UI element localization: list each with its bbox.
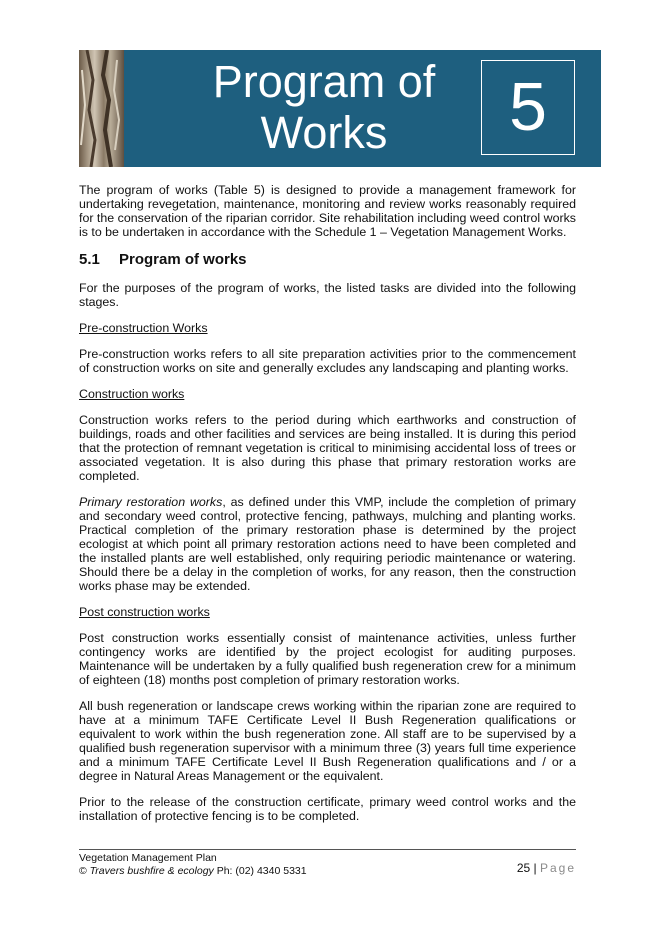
- intro-paragraph: The program of works (Table 5) is designed to provide a management framework for undertaking revegetation, maintenance, monitoring and review works reasonably required for the conservation of the riparian corridor. Site rehabilitation including weed control works is to be undertaken in accordance with the Schedule 1 – Vegetation Management Works.: [79, 183, 576, 239]
- primary-restoration-paragraph: [79, 495, 576, 593]
- page-content: [79, 183, 576, 823]
- post-construction-paragraph-1: Post construction works essentially consist of maintenance activities, unless further contingency works are identified by the project ecologist for auditing purposes. Maintenance will be undertaken by a fully qualified bush regeneration crew for a minimum of eighteen (18) months post completion of primary restoration works.: [79, 631, 576, 687]
- footer-divider: [79, 849, 576, 850]
- stages-intro-paragraph: For the purposes of the program of works, the listed tasks are divided into the following stages.: [79, 281, 576, 309]
- section-heading: [79, 251, 576, 269]
- page-number-value: 25: [516, 861, 531, 875]
- chapter-banner: [79, 50, 601, 167]
- footer-document-title: Vegetation Management Plan: [79, 852, 217, 864]
- construction-heading: Construction works: [79, 387, 185, 401]
- pre-construction-heading: Pre-construction Works: [79, 321, 208, 335]
- chapter-number: 5: [481, 60, 575, 155]
- footer-company: Travers bushfire & ecology: [89, 865, 214, 877]
- bark-photo: [79, 50, 124, 167]
- primary-restoration-term: Primary restoration works: [79, 495, 223, 509]
- copyright-symbol: ©: [79, 865, 87, 877]
- post-construction-paragraph-2: All bush regeneration or landscape crews working within the riparian zone are required to have at a minimum TAFE Certificate Level II Bush Regeneration qualifications or equivalent to work within the bush regeneration zone. All staff are to be supervised by a qualified bush regeneration supervisor with a minimum three (3) years full time experience and a minimum TAFE Certificate Level II Bush Regeneration qualifications and / or a degree in Natural Areas Management or the equivalent.: [79, 699, 576, 783]
- construction-paragraph: Construction works refers to the period during which earthworks and construction of buildings, roads and other facilities and services are being installed. It is during this period that the protection of remnant vegetation is critical to minimising accidental loss of trees or associated vegetation. It is also during this phase that primary restoration works are completed.: [79, 413, 576, 483]
- post-construction-paragraph-3: Prior to the release of the construction certificate, primary weed control works and the installation of protective fencing is to be completed.: [79, 795, 576, 823]
- page-label: Page: [539, 861, 576, 875]
- pre-construction-paragraph: Pre-construction works refers to all site preparation activities prior to the commencement of construction works on site and generally excludes any landscaping and planting works.: [79, 347, 576, 375]
- chapter-title-line2: Works: [260, 107, 388, 158]
- primary-restoration-text: , as defined under this VMP, include the completion of primary and secondary weed control, protective fencing, pathways, mulching and planting works. Practical completion of the primary restoration phase is determined by the project ecologist at which point all primary restoration actions need to have been completed and the installed plants are well established, only requiring periodic maintenance or watering. Should there be a delay in the completion of works, for any reason, then the construction works phase may be extended.: [79, 495, 576, 593]
- post-construction-heading: Post construction works: [79, 605, 210, 619]
- chapter-title-line1: Program of: [212, 56, 436, 107]
- page-number: [517, 862, 576, 875]
- section-title: Program of works: [119, 251, 247, 268]
- chapter-title: [174, 56, 474, 158]
- footer-phone: Ph: (02) 4340 5331: [213, 865, 307, 877]
- footer-credit: [79, 865, 576, 878]
- page-separator: |: [530, 861, 540, 875]
- page-footer: [79, 852, 576, 878]
- section-number: 5.1: [79, 251, 100, 268]
